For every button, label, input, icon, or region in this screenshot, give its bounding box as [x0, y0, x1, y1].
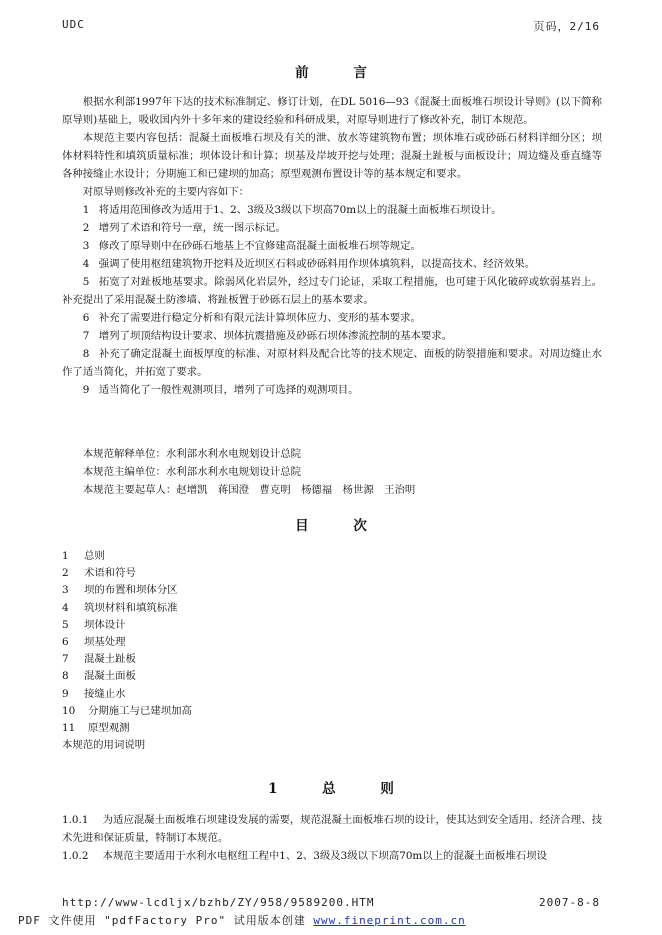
page-indicator: 页码，2/16 [533, 20, 600, 33]
change-item: 6 补充了需要进行稳定分析和有限元法计算坝体应力、变形的基本要求。 [82, 312, 421, 324]
toc-item[interactable]: 5 坝体设计 [62, 618, 126, 631]
toc-item[interactable]: 8 混凝土面板 [62, 670, 136, 683]
foreword-paragraph-1: 根据水利部1997年下达的技术标准制定、修订计划，在DL 5016—93《混凝土面板堆石坝设计导则》(以下简称原导则)基础上，吸收国内外十多年来的建设经验和科研成果，对原导则进行了修改补充，制订本规范。 [62, 96, 602, 126]
toc-item[interactable]: 2 术语和符号 [62, 567, 136, 580]
pdf-notice [18, 912, 466, 928]
toc-item[interactable]: 3 坝的布置和坝体分区 [62, 584, 178, 597]
chapter-1-body [62, 811, 602, 865]
clause: 1.0.2 本规范主要适用于水利水电枢纽工程中1、2、3级及3级以下坝高70m以上的混凝土面板堆石坝设 [62, 850, 547, 862]
clause: 1.0.1 为适应混凝土面板堆石坝建设发展的需要，规范混凝土面板堆石坝的设计，使其达到安全适用、经济合理、技术先进和保证质量，特制订本规范。 [62, 814, 602, 844]
credit-line: 本规范主要起草人：赵增凯 蒋国澄 曹克明 杨德福 杨世源 王治明 [82, 484, 416, 496]
changes-intro: 对原导则修改补充的主要内容如下： [82, 186, 250, 198]
credit-line: 本规范主编单位：水利部水利水电规划设计总院 [82, 466, 301, 478]
change-item: 4 强调了使用枢纽建筑物开挖料及近坝区石料或砂砾料用作坝体填筑料，以提高技术、经济效果。 [82, 258, 536, 270]
change-item: 1 将适用范围修改为适用于1、2、3级及3级以下坝高70m以上的混凝土面板堆石坝设计。 [82, 204, 502, 216]
udc-label: UDC [62, 18, 85, 31]
foreword-body [62, 93, 602, 399]
change-item: 2 增列了术语和符号一章，统一图示标记。 [82, 222, 286, 234]
change-item: 7 增列了坝顶结构设计要求、坝体抗震措施及砂砾石坝体渗流控制的基本要求。 [82, 330, 453, 342]
toc-item[interactable]: 6 坝基处理 [62, 636, 126, 649]
change-item: 8 补充了确定混凝土面板厚度的标准、对原材料及配合比等的技术规定、面板的防裂措施和要求。对周边缝止水作了适当简化，并拓宽了要求。 [62, 348, 602, 378]
change-item: 5 拓宽了对趾板地基要求。除弱风化岩层外，经过专门论证，采取工程措施，也可建于风化破碎或软弱基岩上。补充提出了采用混凝土防渗墙、将趾板置于砂砾石层上的基本要求。 [62, 276, 602, 306]
chapter-1-title: 1 总 则 [268, 781, 414, 797]
credit-line: 本规范解释单位：水利部水利水电规划设计总院 [82, 448, 301, 460]
change-item: 3 修改了原导则中在砂砾石地基上不宜修建高混凝土面板堆石坝等规定。 [82, 240, 421, 252]
fineprint-link[interactable]: www.fineprint.com.cn [313, 914, 466, 927]
table-of-contents [62, 548, 602, 754]
pdf-notice-text: PDF 文件使用 "pdfFactory Pro" 试用版本创建 [18, 914, 306, 927]
toc-item[interactable]: 11 原型观测 [62, 722, 130, 735]
change-item: 9 适当简化了一般性观测项目，增列了可选择的观测项目。 [82, 384, 359, 396]
toc-item[interactable]: 4 筑坝材料和填筑标准 [62, 601, 178, 614]
print-date: 2007-8-8 [539, 896, 600, 909]
source-url[interactable]: http://www-lcdljx/bzhb/ZY/958/9589200.HTM [62, 896, 375, 909]
toc-item-usage-notes[interactable]: 本规范的用词说明 [62, 739, 146, 752]
foreword-paragraph-2: 本规范主要内容包括：混凝土面板堆石坝及有关的泄、放水等建筑物布置；坝体堆石或砂砾石材料详细分区；坝体材料特性和填筑质量标准；坝体设计和计算；坝基及岸坡开挖与处理；混凝土趾板与面板设计；周边缝及垂直缝等各种接缝止水设计；分期施工和已建坝的加高；原型观测布置设计等的基本规定和要求。 [62, 132, 602, 180]
toc-item[interactable]: 10 分期施工与已建坝加高 [62, 704, 192, 717]
toc-item[interactable]: 1 总则 [62, 550, 105, 562]
credits [62, 445, 602, 499]
toc-title: 目 次 [295, 518, 387, 534]
toc-item[interactable]: 7 混凝土趾板 [62, 653, 136, 666]
foreword-title: 前 言 [295, 65, 387, 81]
toc-item[interactable]: 9 接缝止水 [62, 687, 126, 700]
